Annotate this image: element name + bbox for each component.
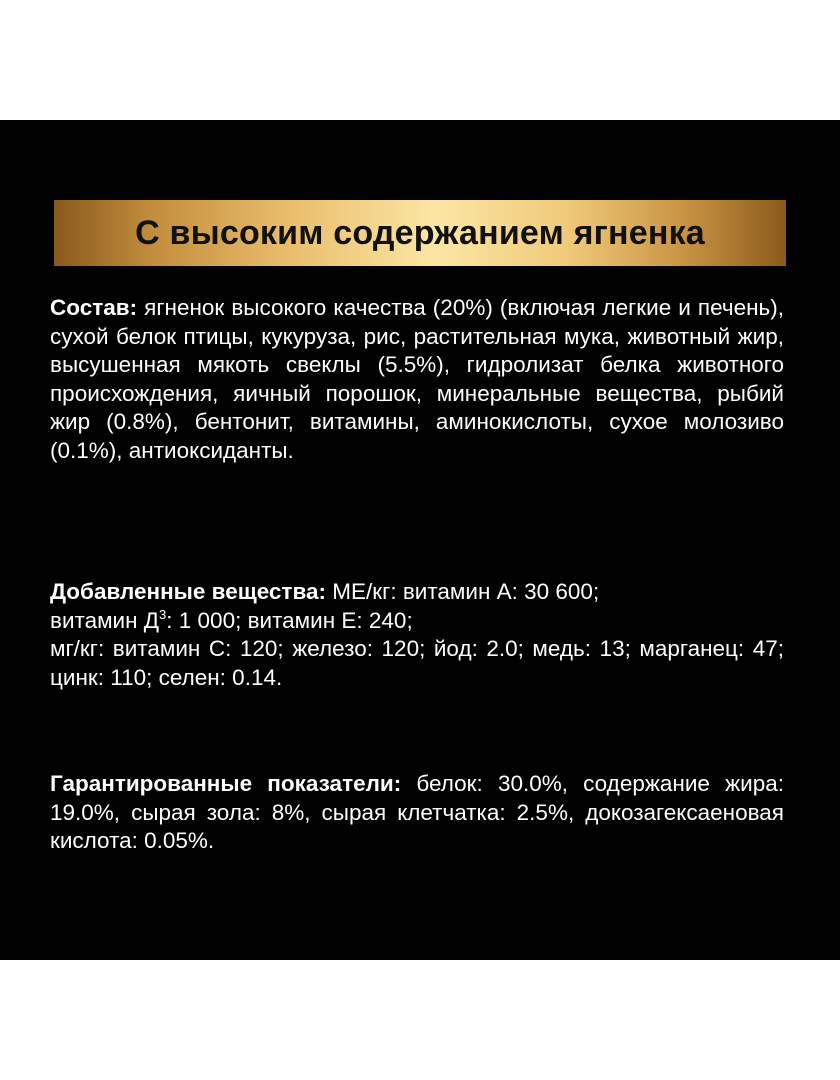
composition-section bbox=[50, 294, 784, 465]
guaranteed-label: Гарантированные показатели: bbox=[50, 771, 402, 796]
additives-line-me: МЕ/кг: витамин А: 30 600; bbox=[332, 579, 600, 604]
title-banner bbox=[54, 200, 786, 266]
product-info-panel bbox=[0, 120, 840, 960]
composition-label: Состав: bbox=[50, 295, 138, 320]
banner-title: С высоким содержанием ягненка bbox=[135, 213, 705, 252]
additives-vitamin-d-rest: : 1 000; витамин Е: 240; bbox=[166, 607, 413, 633]
guaranteed-section bbox=[50, 770, 784, 856]
additives-label: Добавленные вещества: bbox=[50, 579, 326, 604]
guaranteed-text: белок: 30.0%, содержание жира: 19.0%, сырая зола: 8%, сырая клетчатка: 2.5%, докозагексаеновая кислота: 0.05%. bbox=[50, 771, 784, 853]
additives-vitamin-d-sup: 3 bbox=[159, 606, 167, 622]
additives-vitamin-d: витамин Д bbox=[50, 607, 160, 633]
additives-section bbox=[50, 578, 784, 692]
composition-text: ягненок высокого качества (20%) (включая легкие и печень), сухой белок птицы, кукуруза, рис, растительная мука, животный жир, высушенная мякоть свеклы (5.5%), гидролизат белка животного происхождения, яичный порошок, минеральные вещества, рыбий жир (0.8%), бентонит, витамины, аминокислоты, сухое молозиво (0.1%), антиоксиданты. bbox=[50, 295, 784, 463]
additives-line-mg: мг/кг: витамин С: 120; железо: 120; йод: 2.0; медь: 13; марганец: 47; цинк: 110; селен: 0.14. bbox=[50, 636, 784, 690]
